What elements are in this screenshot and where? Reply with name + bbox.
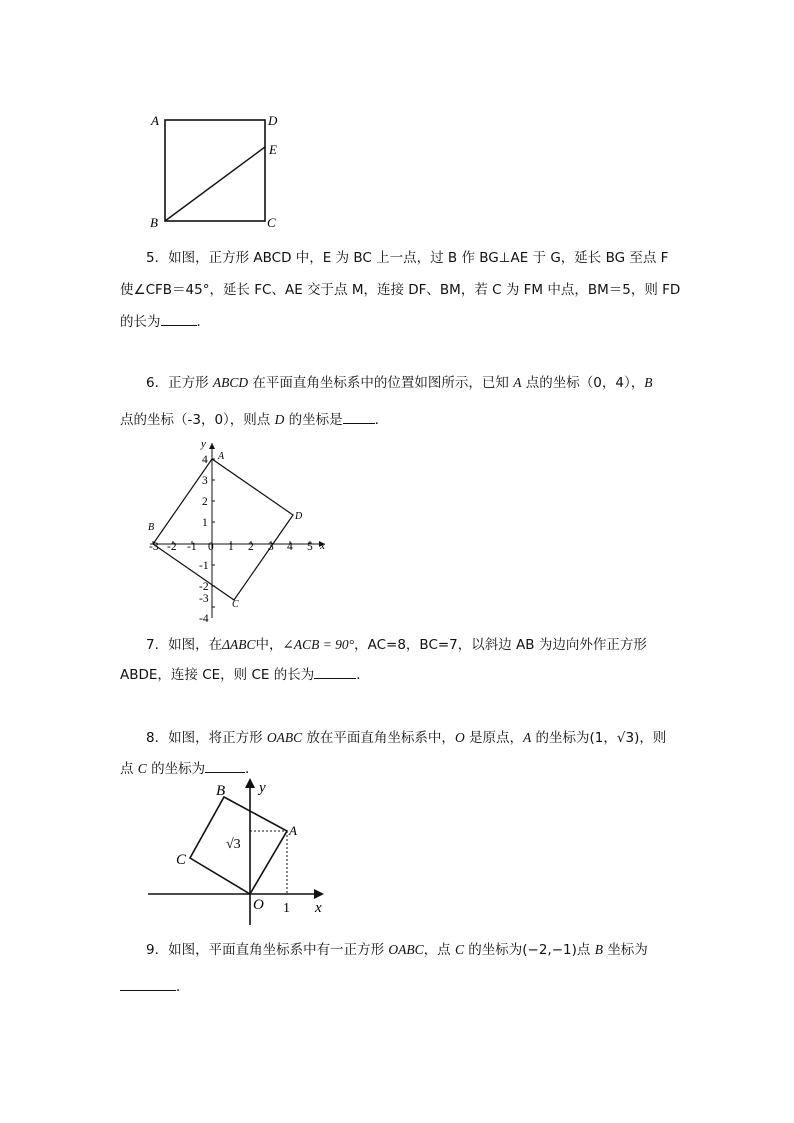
q5-text-3: 的长为 [120, 314, 161, 330]
q8-sqrt3: √3 [616, 730, 635, 746]
q5-text-2: 使∠CFB＝45°，延长 FC、AE 交于点 M，连接 DF、BM，若 C 为 FM 中点，BM＝5，则 FD [120, 282, 681, 298]
square-abcd-rotated [153, 459, 293, 600]
tick-label-one: 1 [283, 901, 290, 916]
y-tick-label: 3 [202, 475, 208, 487]
q7-text-e: ，AC=8，BC=7，以斜边 AB 为边向外作正方形 [354, 637, 647, 653]
y-tick-label: -3 [199, 593, 209, 605]
q6-line-2 [120, 411, 388, 429]
q7-angle: ∠ACB = 90° [282, 637, 355, 652]
q6-line-1 [146, 374, 652, 392]
q9-coordinate: (−2,−1) [522, 942, 577, 958]
q5-answer-blank[interactable] [161, 313, 197, 326]
axis-label-x: x [320, 540, 325, 552]
x-tick-label: -3 [149, 541, 159, 553]
q7-triangle: ΔABC [222, 637, 256, 652]
q7-text-c: 中， [255, 637, 283, 653]
q6-text-2c: 的坐标是 [284, 412, 343, 428]
q8-line-1 [146, 729, 666, 747]
y-axis-arrow [245, 778, 255, 788]
figure-square-abcd [140, 105, 300, 235]
label-a: A [151, 113, 159, 128]
figure-coordinate-square [140, 435, 340, 625]
vertex-label-a: A [289, 823, 297, 838]
q8-text-a: 8．如图，将正方形 [146, 730, 267, 746]
q6-point-d: D [274, 412, 285, 427]
q8-point-c: C [137, 761, 147, 776]
vertex-label-c: C [232, 599, 239, 610]
x-tick-label: 4 [287, 541, 293, 553]
y-tick-label: -1 [199, 560, 209, 572]
q8-period: ． [245, 761, 259, 777]
q9-line-2 [120, 978, 190, 996]
q8-text-g: 的坐标为(1， [531, 730, 617, 746]
y-tick-label: 4 [202, 454, 208, 466]
q7-period: ． [356, 667, 370, 683]
q6-text-2a: 点的坐标（-3，0），则点 [120, 412, 275, 428]
q6-point-b: B [644, 375, 653, 390]
x-tick-label: 2 [248, 541, 254, 553]
vertex-label-b: B [148, 522, 155, 533]
q8-text-2c: 的坐标为 [146, 761, 206, 777]
q6-text-a: 6．正方形 [146, 375, 213, 391]
q8-text-e: 是原点， [464, 730, 523, 746]
q7-answer-blank[interactable] [314, 666, 356, 679]
q6-square-name: ABCD [212, 375, 249, 390]
q9-line-1 [146, 941, 648, 959]
vertex-label-c: C [176, 852, 187, 868]
axis-label-y: y [201, 438, 206, 450]
vertex-label-a: A [218, 451, 225, 462]
y-axis-arrow [209, 443, 215, 449]
q8-point-o: O [454, 730, 465, 745]
label-c: C [267, 215, 276, 230]
q9-square-name: OABC [388, 942, 424, 957]
q9-text-e: 的坐标为 [463, 942, 523, 958]
y-tick-label: 1 [202, 517, 208, 529]
vertex-label-d: D [295, 511, 303, 522]
label-b: B [150, 215, 158, 230]
x-tick-label: 1 [228, 541, 234, 553]
q5-line-1 [146, 249, 668, 267]
x-tick-labels [149, 541, 313, 553]
q5-line-3 [120, 313, 210, 331]
label-e: E [269, 142, 277, 157]
vertex-label-o: O [253, 897, 264, 913]
q8-answer-blank[interactable] [205, 760, 245, 773]
q7-line-2 [120, 666, 370, 684]
y-tick-label: -4 [199, 613, 209, 625]
q9-point-c: C [454, 942, 464, 957]
q6-answer-blank[interactable] [343, 411, 375, 424]
vertex-label-b: B [216, 783, 226, 799]
q9-point-b: B [594, 942, 603, 957]
q8-square-name: OABC [266, 730, 303, 745]
sqrt3-label: √3 [226, 837, 241, 852]
segment-be [165, 147, 265, 221]
q6-text-e: 点的坐标（0，4）， [521, 375, 645, 391]
label-d: D [268, 113, 278, 128]
y-tick-labels [199, 454, 209, 625]
q5-line-2 [120, 281, 680, 299]
square-abcd [165, 120, 265, 221]
q9-text-g: 点 [576, 942, 595, 958]
q9-text-i: 坐标为 [602, 942, 648, 958]
q8-text-i: )，则 [634, 730, 667, 746]
figure-square-oabc [140, 775, 340, 930]
q5-text-1: 5．如图，正方形 ABCD 中，E 为 BC 上一点，过 B 作 BG⊥AE 于 G，延长 BG 至点 F [146, 250, 669, 266]
y-tick-label: 2 [202, 496, 208, 508]
x-tick-label: -2 [167, 541, 177, 553]
y-tick-label: -2 [199, 581, 209, 593]
x-tick-label: 3 [268, 541, 274, 553]
q8-text-2a: 点 [120, 761, 138, 777]
q8-point-a: A [522, 730, 532, 745]
q9-text-a: 9．如图，平面直角坐标系中有一正方形 [146, 942, 389, 958]
q6-point-a: A [513, 375, 522, 390]
x-tick-label: -1 [187, 541, 197, 553]
q7-line-1 [146, 636, 647, 654]
x-axis-arrow [314, 889, 324, 899]
q6-period: ． [374, 412, 389, 428]
q8-text-c: 放在平面直角坐标系中， [302, 730, 455, 746]
q9-text-c: ，点 [423, 942, 455, 958]
q5-period: ． [196, 314, 210, 330]
x-tick-label: 0 [208, 541, 214, 553]
q7-text-a: 7．如图，在 [146, 637, 223, 653]
q7-text-2a: ABDE，连接 CE，则 CE 的长为 [120, 667, 315, 683]
x-tick-label: 5 [307, 541, 313, 553]
axis-label-y: y [259, 780, 266, 796]
q6-text-c: 在平面直角坐标系中的位置如图所示，已知 [248, 375, 514, 391]
axis-label-x: x [315, 900, 322, 916]
q9-answer-blank[interactable] [120, 978, 176, 991]
q9-period: ． [176, 979, 190, 995]
